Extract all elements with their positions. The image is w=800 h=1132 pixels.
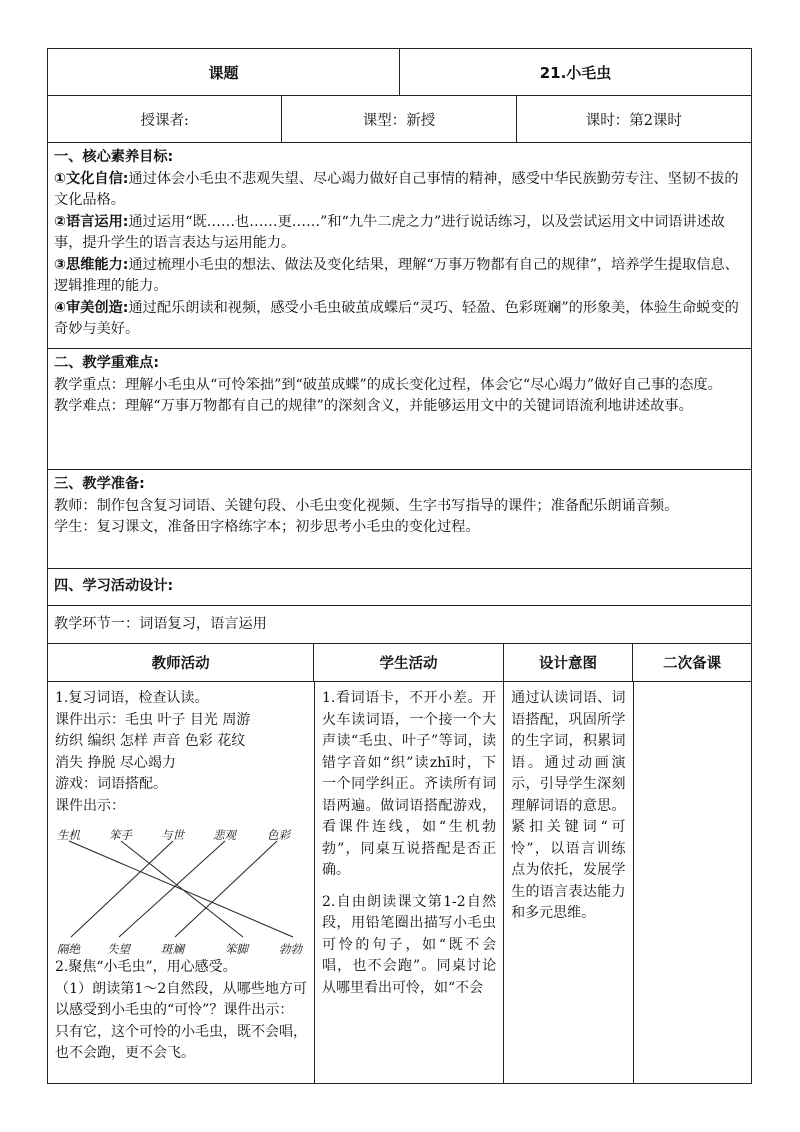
match-word-bottom: 斑斓 [161, 942, 184, 956]
word-matching-diagram [55, 825, 310, 955]
teacher-label: 授课者: [48, 96, 282, 142]
teaching-focus: 教学重点：理解小毛虫从“可怜笨拙”到“破茧成蝶”的成长变化过程，体会它“尽心竭力”做好自己事的态度。 [54, 376, 722, 393]
teacher-line: （1）朗读第1～2自然段，从哪些地方可以感受到小毛虫的“可怜”？课件出示： [55, 980, 307, 1018]
goal-item: ①文化自信:通过体会小毛虫不悲观失望、尽心竭力做好自己事情的精神，感受中华民族勤劳专注、坚韧不拔的文化品格。 [54, 170, 739, 208]
col-student-activity: 学生活动 [314, 644, 503, 681]
goals-heading: 一、核心素养目标: [54, 149, 174, 165]
second-prep-cell [634, 682, 751, 1083]
teacher-line: 消失 挣脱 尽心竭力 [55, 754, 176, 771]
intent-paragraph: 通过认读词语、词语搭配，巩固所学的生字词，积累词语。通过动画演示，引导学生深刻理解词语的意思。紧扣关键词“可怜”，以语言训练点为依托，发展学生的语言表达能力和多元思维。 [511, 690, 626, 921]
preparation-heading: 三、教学准备: [54, 476, 145, 492]
goals-section [47, 142, 752, 348]
teaching-stage: 教学环节一：词语复习，语言运用 [54, 615, 267, 632]
teacher-line: 游戏：词语搭配。 [55, 776, 167, 792]
keypoints-section [47, 348, 752, 469]
match-word-top: 色彩 [267, 828, 290, 842]
match-word-bottom: 勃勃 [279, 942, 302, 956]
activities-heading-row [47, 568, 752, 605]
topic-label: 课题 [48, 49, 400, 95]
match-word-bottom: 隔绝 [57, 942, 80, 956]
teacher-line: 纺织 编织 怎样 声音 色彩 花纹 [55, 733, 246, 749]
teacher-line: 只有它，这个可怜的小毛虫，既不会唱，也不会跑，更不会飞。 [55, 1023, 307, 1061]
topic-row [47, 48, 752, 95]
student-preparation: 学生：复习课文，准备田字格练字本；初步思考小毛虫的变化过程。 [54, 519, 480, 535]
goal-item: ④审美创造:通过配乐朗读和视频，感受小毛虫破茧成蝶后“灵巧、轻盈、色彩斑斓”的形象美，体验生命蜕变的奇妙与美好。 [54, 299, 739, 337]
match-word-top: 笨手 [109, 828, 132, 842]
lesson-time: 课时：第2课时 [585, 112, 682, 129]
preparation-section [47, 469, 752, 568]
teacher-line: 课件出示： [55, 797, 125, 814]
match-word-top: 生机 [57, 828, 80, 842]
activities-heading: 四、学习活动设计: [54, 578, 174, 595]
topic-value: 21.小毛虫 [539, 63, 612, 82]
student-paragraph: 2.自由朗读课文第1-2自然段，用铅笔圈出描写小毛虫可怜的句子，如“既不会唱，也不会跑”。同桌讨论从哪里看出可怜，如“不会 [322, 893, 497, 996]
teacher-line: 2.聚焦“小毛虫”，用心感受。 [55, 959, 237, 975]
teacher-activity-cell [48, 682, 315, 1083]
student-activity-cell [315, 682, 504, 1083]
goal-item: ③思维能力:通过梳理小毛虫的想法、做法及变化结果，理解“万事万物都有自己的规律”，培养学生提取信息、逻辑推理的能力。 [54, 256, 739, 294]
col-second-prep: 二次备课 [663, 656, 722, 672]
keypoints-heading: 二、教学重难点: [54, 355, 159, 371]
match-word-bottom: 笨脚 [225, 942, 248, 956]
lesson-plan-table [47, 48, 752, 1084]
teacher-preparation: 教师：制作包含复习词语、关键句段、小毛虫变化视频、生字书写指导的课件；准备配乐朗诵音频。 [54, 497, 679, 514]
activity-content-row [47, 681, 752, 1084]
goal-item: ②语言运用:通过运用“既……也……更……”和“九牛二虎之力”进行说话练习，以及尝试运用文中词语讲述故事，提升学生的语言表达与运用能力。 [54, 213, 725, 251]
activity-columns-header [47, 643, 752, 681]
meta-row [47, 95, 752, 142]
teacher-line: 1.复习词语，检查认读。 [55, 690, 209, 706]
col-design-intent: 设计意图 [504, 644, 634, 681]
col-teacher-activity: 教师活动 [48, 644, 314, 681]
student-paragraph: 1.看词语卡，不开小差。开火车读词语，一个接一个大声读“毛虫、叶子”等词，读错字音如“织”读zhī时，下一个同学纠正。齐读所有词语两遍。做词语搭配游戏，看课件连线，如“生机勃勃”，同桌互说搭配是否正确。 [322, 690, 497, 878]
teacher-line: 课件出示：毛虫 叶子 目光 周游 [55, 711, 251, 728]
teaching-difficulty: 教学难点：理解“万事万物都有自己的规律”的深刻含义，并能够运用文中的关键词语流利地讲述故事。 [54, 398, 693, 414]
design-intent-cell [504, 682, 633, 1083]
match-word-top: 悲观 [213, 828, 236, 842]
lesson-type: 课型：新授 [282, 96, 516, 142]
match-word-top: 与世 [161, 828, 184, 842]
match-word-bottom: 失望 [107, 942, 130, 956]
stage-row [47, 605, 752, 643]
